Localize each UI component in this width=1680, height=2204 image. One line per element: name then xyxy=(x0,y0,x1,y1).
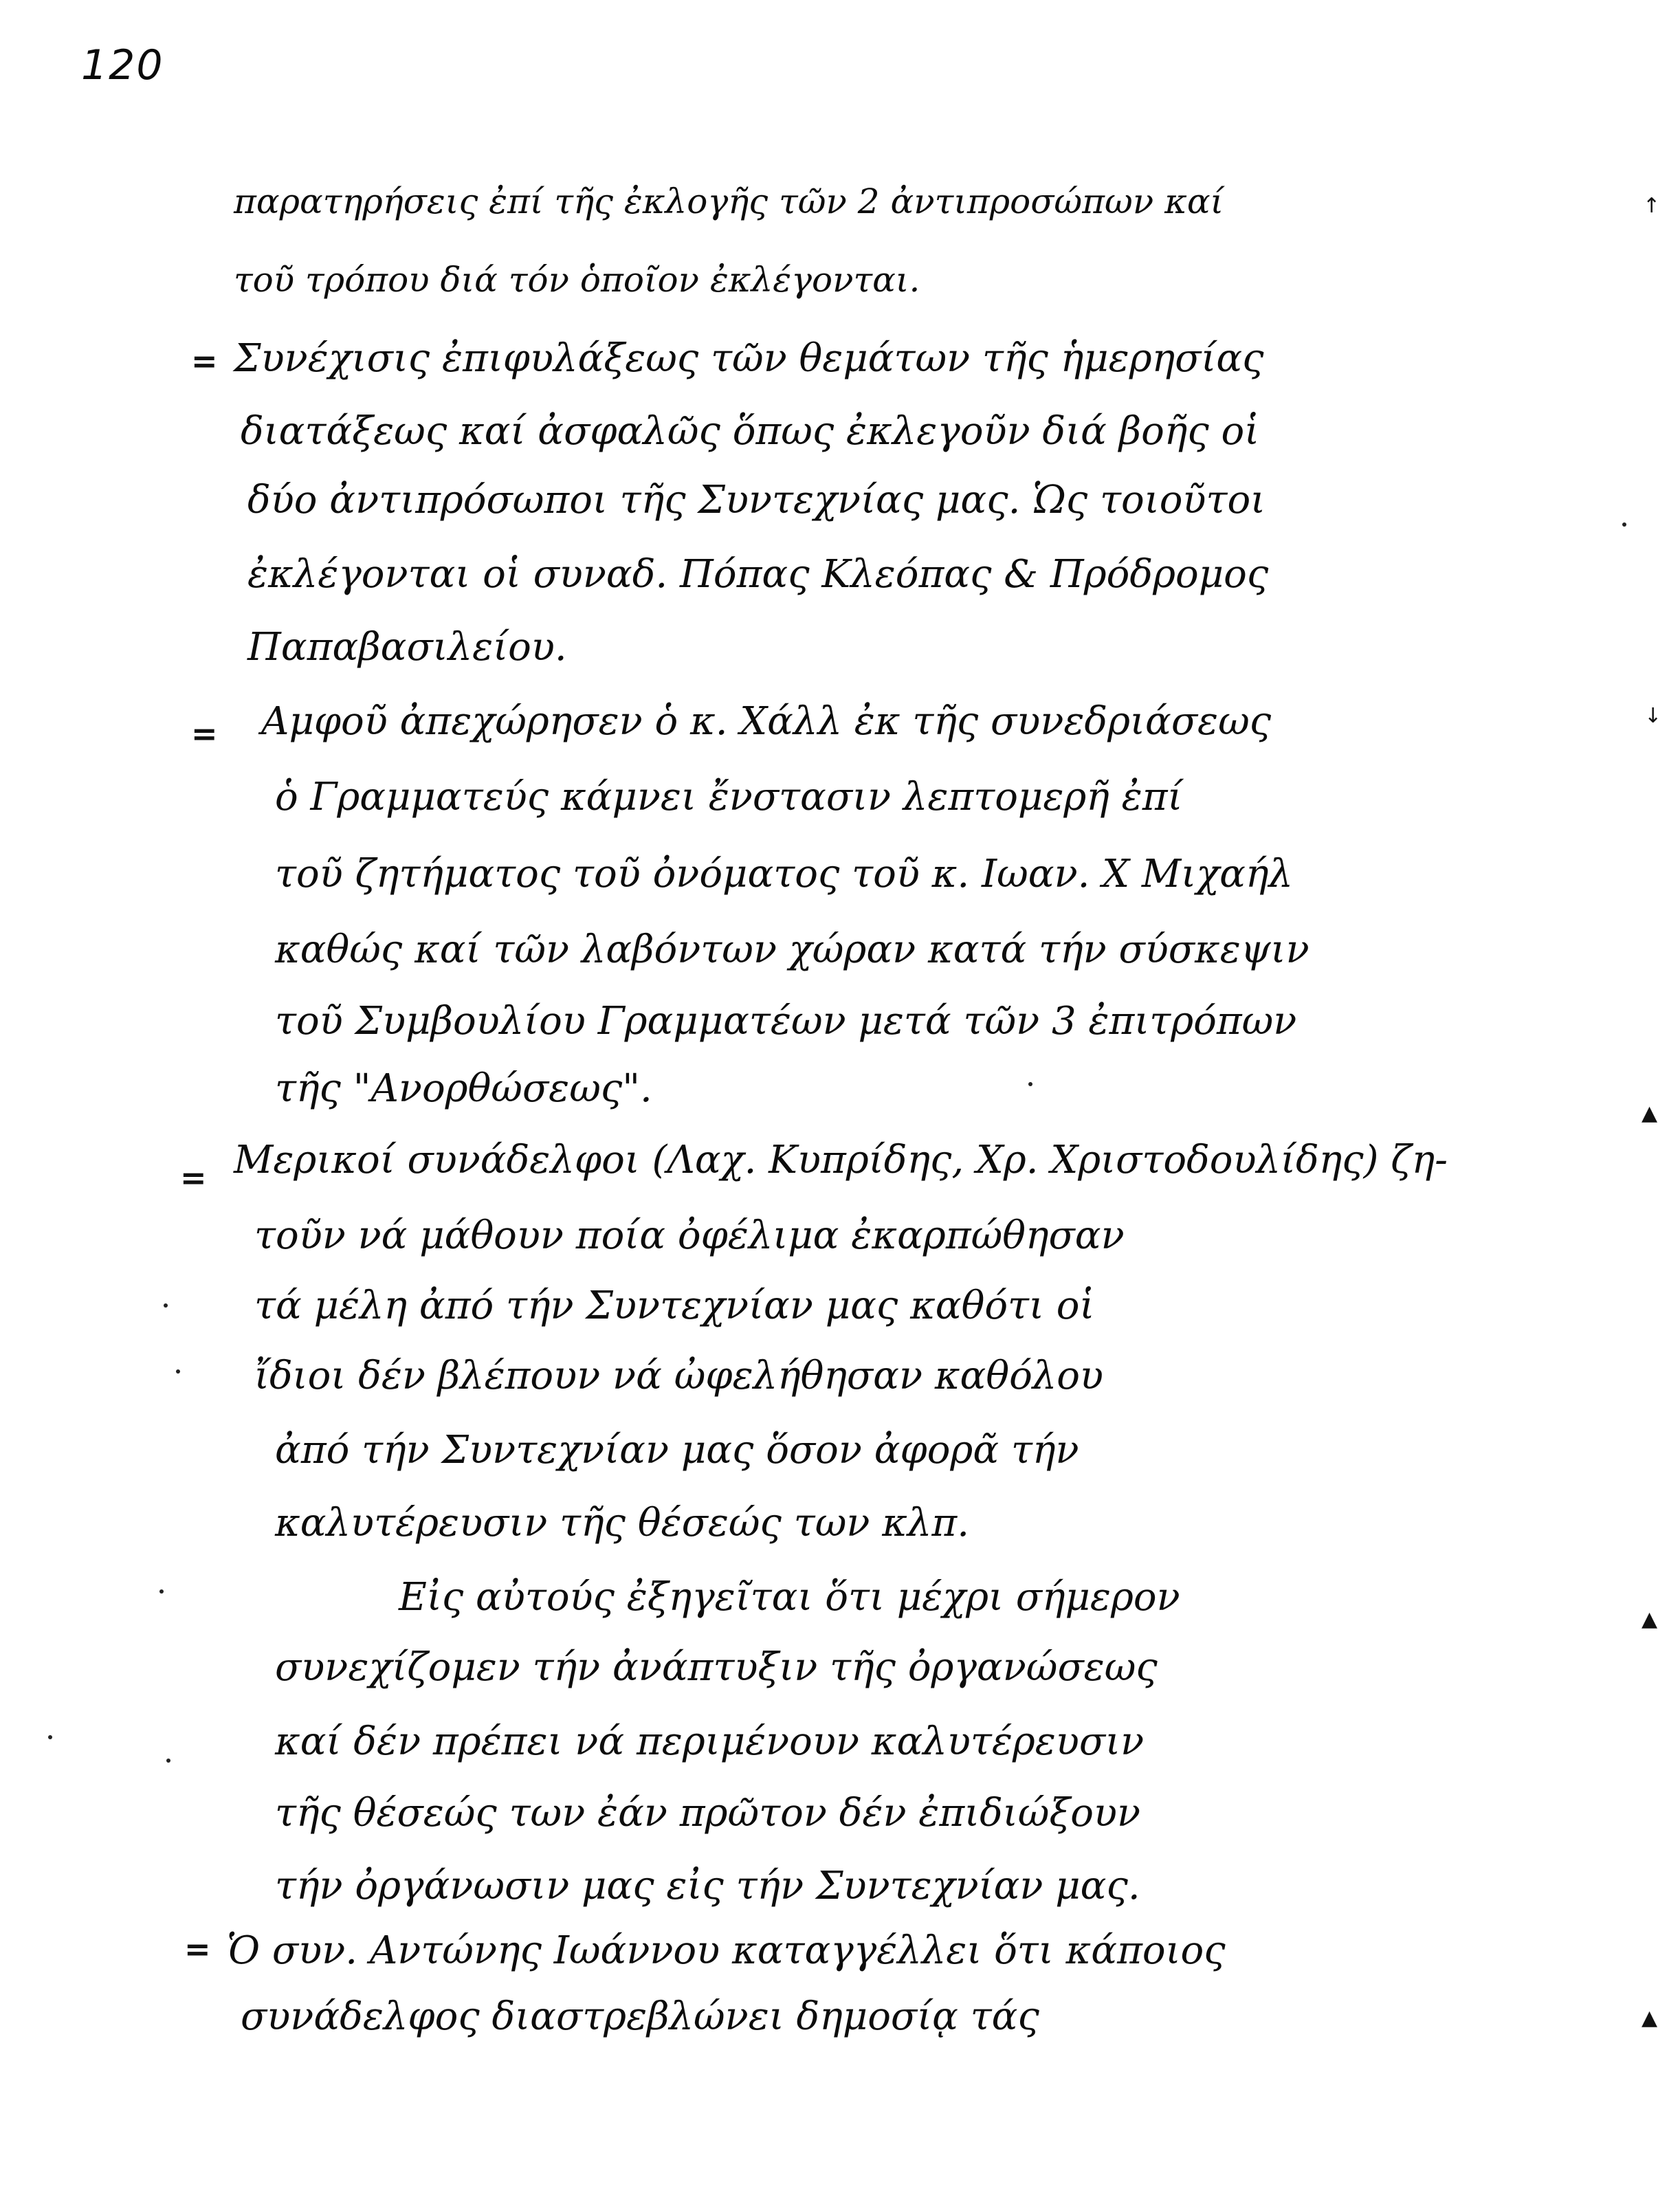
scan-speck xyxy=(159,1589,164,1594)
margin-tick-mark: ▲ xyxy=(1642,1101,1658,1125)
handwritten-line: τά μέλη ἀπό τήν Συντεχνίαν μας καθότι οἱ xyxy=(254,1283,1095,1328)
scan-speck xyxy=(164,1303,168,1308)
handwritten-line: Ὁ συν. Αντώνης Ιωάννου καταγγέλλει ὅτι κάποιος xyxy=(227,1928,1226,1973)
handwritten-line: καθώς καί τῶν λαβόντων χώραν κατά τήν σύσκεψιν xyxy=(275,927,1309,972)
bullet-marker: = xyxy=(184,1930,211,1968)
scan-speck xyxy=(1028,1082,1032,1086)
handwritten-line: Εἰς αὐτούς ἐξηγεῖται ὅτι μέχρι σήμερον xyxy=(399,1575,1180,1620)
bullet-marker: = xyxy=(191,342,218,379)
handwritten-line: καί δέν πρέπει νά περιμένουν καλυτέρευσιν xyxy=(275,1719,1145,1764)
handwritten-line: τοῦν νά μάθουν ποία ὀφέλιμα ἐκαρπώθησαν xyxy=(254,1213,1125,1258)
handwritten-line: τοῦ τρόπου διά τόν ὁποῖον ἐκλέγονται. xyxy=(234,260,920,300)
handwritten-line: παρατηρήσεις ἐπί τῆς ἐκλογῆς τῶν 2 ἀντιπροσώπων καί xyxy=(234,181,1224,221)
margin-tick-mark: ▲ xyxy=(1642,2006,1658,2030)
margin-tick-mark: ↓ xyxy=(1644,704,1662,728)
handwritten-line: δύο ἀντιπρόσωποι τῆς Συντεχνίας μας. Ὡς τοιοῦτοι xyxy=(247,478,1266,522)
handwritten-line: τῆς θέσεώς των ἐάν πρῶτον δέν ἐπιδιώξουν xyxy=(275,1791,1141,1836)
scan-speck xyxy=(48,1735,52,1739)
handwritten-line: ἀπό τήν Συντεχνίαν μας ὅσον ἀφορᾶ τήν xyxy=(275,1428,1079,1473)
handwritten-line: Μερικοί συνάδελφοι (Λαχ. Κυπρίδης, Χρ. Χριστοδουλίδης) ζη- xyxy=(234,1138,1448,1182)
scan-speck xyxy=(1622,522,1626,527)
handwritten-line: τοῦ ζητήματος τοῦ ὀνόματος τοῦ κ. Ιωαν. Χ Μιχαήλ xyxy=(275,852,1293,896)
handwritten-line: συνεχίζομεν τήν ἀνάπτυξιν τῆς ὀργανώσεως xyxy=(275,1645,1158,1690)
page-number: 120 xyxy=(81,41,164,89)
handwritten-line: Αμφοῦ ἀπεχώρησεν ὁ κ. Χάλλ ἐκ τῆς συνεδριάσεως xyxy=(261,699,1272,744)
handwritten-line: συνάδελφος διαστρεβλώνει δημοσίᾳ τάς xyxy=(241,1994,1039,2039)
bullet-marker: = xyxy=(191,715,218,752)
bullet-marker: = xyxy=(180,1159,207,1196)
handwritten-line: τήν ὀργάνωσιν μας εἰς τήν Συντεχνίαν μας. xyxy=(275,1864,1140,1908)
scan-speck xyxy=(176,1369,180,1374)
handwritten-line: διατάξεως καί ἀσφαλῶς ὅπως ἐκλεγοῦν διά βοῆς οἱ xyxy=(241,409,1260,454)
scan-speck xyxy=(166,1759,170,1763)
handwritten-line: ἐκλέγονται οἱ συναδ. Πόπας Κλεόπας & Πρόδρομος xyxy=(247,552,1269,597)
margin-tick-mark: ↑ xyxy=(1643,194,1661,218)
handwritten-line: ἴδιοι δέν βλέπουν νά ὠφελήθησαν καθόλου xyxy=(254,1354,1104,1398)
margin-tick-mark: ▲ xyxy=(1642,1607,1658,1631)
handwritten-line: καλυτέρευσιν τῆς θέσεώς των κλπ. xyxy=(275,1501,970,1545)
handwritten-line: τοῦ Συμβουλίου Γραμματέων μετά τῶν 3 ἐπιτρόπων xyxy=(275,999,1297,1044)
handwritten-line: ὁ Γραμματεύς κάμνει ἔνστασιν λεπτομερῆ ἐπί xyxy=(275,775,1183,819)
handwritten-line: Παπαβασιλείου. xyxy=(247,625,567,670)
handwritten-line: Συνέχισις ἐπιφυλάξεως τῶν θεμάτων τῆς ἡμερησίας xyxy=(234,336,1264,381)
handwritten-line: τῆς "Ανορθώσεως". xyxy=(275,1066,652,1111)
